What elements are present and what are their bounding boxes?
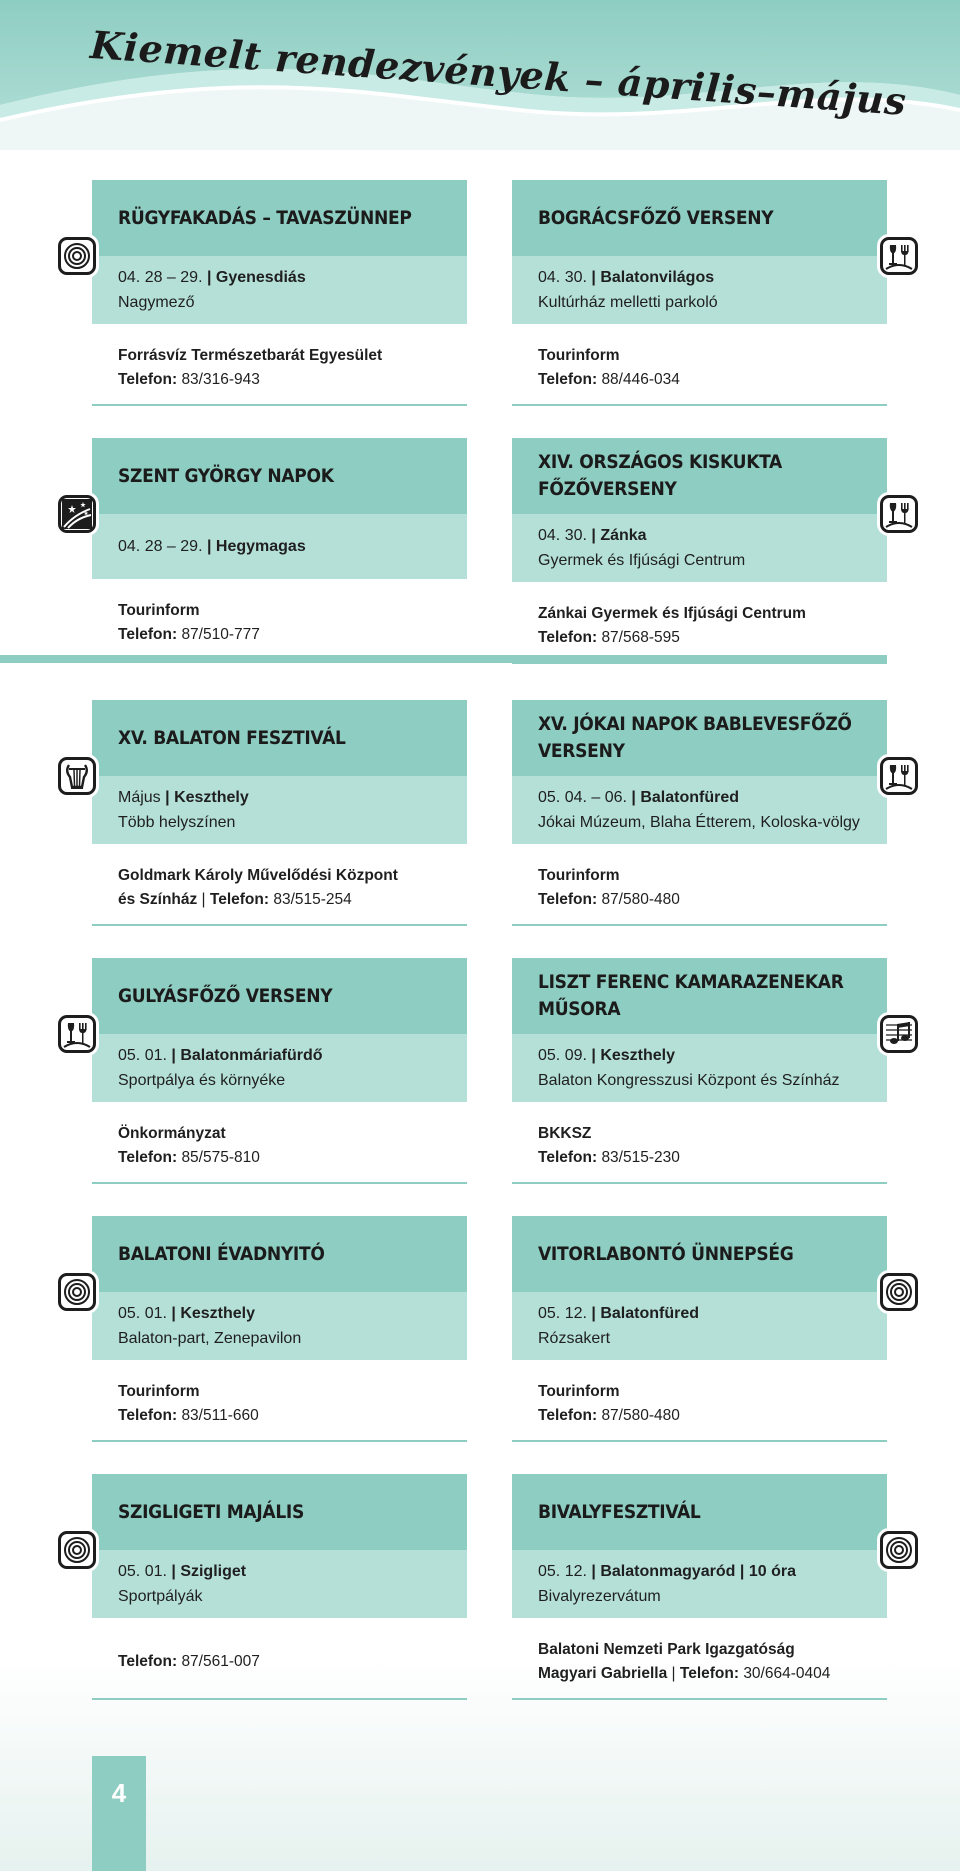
event-date: 04. 30. xyxy=(538,269,587,286)
event-date: 04. 28 – 29. xyxy=(118,538,203,555)
event-organizer: Önkormányzat xyxy=(118,1125,226,1142)
event-title: LISZT FERENC KAMARAZENEKAR MŰSORA xyxy=(538,971,844,1020)
event-date-place: 04. 28 – 29. | Hegymagas xyxy=(118,538,306,555)
event-phone: 30/664-0404 xyxy=(743,1665,831,1682)
phone-label: Telefon: xyxy=(118,1149,178,1166)
event-header xyxy=(92,958,467,1034)
event-details xyxy=(512,1292,887,1360)
event-place: Keszthely xyxy=(180,1305,256,1322)
event-date: Május xyxy=(118,789,161,806)
event-date: 05. 12. xyxy=(538,1563,587,1580)
phone-label: Telefon: xyxy=(679,1665,739,1682)
event-card xyxy=(512,700,887,926)
event-date-place: 05. 01. | Balatonmáriafürdő xyxy=(118,1047,323,1064)
event-phone: 85/575-810 xyxy=(181,1149,260,1166)
event-details xyxy=(92,1292,467,1360)
event-place: Balatonfüred xyxy=(600,1305,699,1322)
phone-label: Telefon: xyxy=(538,891,598,908)
event-date: 05. 04. – 06. xyxy=(538,789,627,806)
event-date: 05. 01. xyxy=(118,1563,167,1580)
event-contact xyxy=(512,582,887,664)
page-number: 4 xyxy=(92,1756,146,1871)
phone-label: Telefon: xyxy=(538,1407,598,1424)
event-organizer: Tourinform xyxy=(538,867,620,884)
event-organizer: Tourinform xyxy=(538,347,620,364)
event-phone: 88/446-034 xyxy=(601,371,680,388)
event-details xyxy=(92,514,467,579)
phone-label: Telefon: xyxy=(538,1149,598,1166)
event-date-place: 05. 01. | Keszthely xyxy=(118,1305,256,1322)
event-date-place: 05. 12. | Balatonmagyaród | 10 óra xyxy=(538,1563,796,1580)
event-card xyxy=(92,1216,467,1442)
rings-icon xyxy=(880,1273,918,1311)
event-phone: 83/511-660 xyxy=(181,1407,259,1424)
event-phone: 83/515-254 xyxy=(273,891,352,908)
event-place: Hegymagas xyxy=(215,538,306,555)
event-title: GULYÁSFŐZŐ VERSENY xyxy=(118,984,333,1007)
event-header xyxy=(512,700,887,776)
page-title: Kiemelt rendezvények – április–május xyxy=(88,22,908,124)
event-phone: 87/568-595 xyxy=(601,629,680,646)
event-date-place: 05. 01. | Szigliget xyxy=(118,1563,247,1580)
page-header xyxy=(0,0,960,150)
phone-label: Telefon: xyxy=(538,629,598,646)
event-details xyxy=(92,256,467,324)
event-organizer: Tourinform xyxy=(538,1383,620,1400)
event-time: 10 óra xyxy=(748,1563,796,1580)
event-venue: Jókai Múzeum, Blaha Étterem, Koloska-völgy xyxy=(538,814,860,831)
event-venue: Gyermek és Ifjúsági Centrum xyxy=(538,552,746,569)
event-phone: 87/510-777 xyxy=(181,626,260,643)
event-contact xyxy=(512,1102,887,1184)
event-header xyxy=(92,180,467,256)
event-venue: Balaton-part, Zenepavilon xyxy=(118,1330,302,1347)
event-organizer: Goldmark Károly Művelődési Központ xyxy=(118,867,398,884)
event-date-place: 05. 12. | Balatonfüred xyxy=(538,1305,699,1322)
event-contact xyxy=(512,324,887,406)
music-note-icon xyxy=(880,1015,918,1053)
event-header xyxy=(512,180,887,256)
event-date: 05. 01. xyxy=(118,1305,167,1322)
event-details xyxy=(512,514,887,582)
event-title: RÜGYFAKADÁS – TAVASZÜNNEP xyxy=(118,206,412,229)
event-place: Keszthely xyxy=(174,789,249,806)
event-place: Gyenesdiás xyxy=(215,269,306,286)
event-header xyxy=(92,700,467,776)
lyre-icon xyxy=(58,757,96,795)
event-details xyxy=(512,1034,887,1102)
event-date-place: 04. 30. | Zánka xyxy=(538,527,647,544)
event-place: Szigliget xyxy=(180,1563,247,1580)
event-details xyxy=(92,1550,467,1618)
rings-icon xyxy=(58,1273,96,1311)
event-header xyxy=(92,438,467,514)
rings-icon xyxy=(58,237,96,275)
event-title: XIV. ORSZÁGOS KISKUKTA FŐZŐVERSENY xyxy=(538,451,782,500)
event-contact: Goldmark Károly Művelődési Központ és Színház | Telefon: 83/515-254 xyxy=(92,844,467,926)
event-venue: Balaton Kongresszusi Központ és Színház xyxy=(538,1072,840,1089)
event-card xyxy=(512,180,887,406)
event-phone: 83/515-230 xyxy=(601,1149,680,1166)
event-venue: Sportpályák xyxy=(118,1588,203,1605)
event-date: 04. 30. xyxy=(538,527,587,544)
fireworks-icon xyxy=(58,495,96,533)
event-contact xyxy=(92,579,467,661)
dining-icon xyxy=(880,237,918,275)
event-title: BALATONI ÉVADNYITÓ xyxy=(118,1242,325,1265)
event-header xyxy=(92,1216,467,1292)
event-organizer: BKKSZ xyxy=(538,1125,592,1142)
phone-label: Telefon: xyxy=(209,891,270,908)
event-phone: 87/580-480 xyxy=(601,1407,680,1424)
event-place: Balatonmagyaród xyxy=(600,1563,736,1580)
event-details xyxy=(512,776,887,844)
event-organizer: Zánkai Gyermek és Ifjúsági Centrum xyxy=(538,605,806,622)
event-organizer-2: Magyari Gabriella xyxy=(538,1665,668,1682)
event-date-place: 05. 09. | Keszthely xyxy=(538,1047,676,1064)
event-details xyxy=(92,1034,467,1102)
event-details xyxy=(512,256,887,324)
event-date: 05. 09. xyxy=(538,1047,587,1064)
event-date-place: Május | Keszthely xyxy=(118,789,249,806)
event-details xyxy=(512,1550,887,1618)
event-organizer: Tourinform xyxy=(118,1383,200,1400)
event-contact xyxy=(92,1618,467,1700)
event-place: Balatonfüred xyxy=(640,789,740,806)
event-header xyxy=(512,1216,887,1292)
dining-icon xyxy=(880,495,918,533)
event-date: 04. 28 – 29. xyxy=(118,269,203,286)
event-phone: 87/561-007 xyxy=(181,1653,260,1670)
event-phone: 87/580-480 xyxy=(601,891,680,908)
event-venue: Nagymező xyxy=(118,294,195,311)
phone-label: Telefon: xyxy=(118,371,178,388)
event-organizer: Tourinform xyxy=(118,602,200,619)
event-title: XV. BALATON FESZTIVÁL xyxy=(118,726,346,749)
event-title: SZIGLIGETI MAJÁLIS xyxy=(118,1500,304,1523)
event-card xyxy=(92,700,467,926)
event-date-place: 04. 28 – 29. | Gyenesdiás xyxy=(118,269,306,286)
event-card xyxy=(92,1474,467,1700)
dining-icon xyxy=(58,1015,96,1053)
event-date: 05. 12. xyxy=(538,1305,587,1322)
event-phone: 83/316-943 xyxy=(181,371,260,388)
event-organizer-2: és Színház xyxy=(118,891,198,908)
event-title: XV. JÓKAI NAPOK BABLEVESFŐZŐ VERSENY xyxy=(538,713,852,762)
event-title: SZENT GYÖRGY NAPOK xyxy=(118,464,334,487)
event-card xyxy=(92,958,467,1184)
event-contact xyxy=(92,1102,467,1184)
event-date-place: 05. 04. – 06. | Balatonfüred xyxy=(538,789,740,806)
event-title: BIVALYFESZTIVÁL xyxy=(538,1500,701,1523)
event-card xyxy=(92,180,467,406)
event-venue: Sportpálya és környéke xyxy=(118,1072,286,1089)
event-contact xyxy=(512,1360,887,1442)
event-place: Keszthely xyxy=(600,1047,676,1064)
event-contact xyxy=(92,1360,467,1442)
event-title: BOGRÁCSFŐZŐ VERSENY xyxy=(538,206,774,229)
phone-label: Telefon: xyxy=(538,371,598,388)
event-card xyxy=(92,438,467,661)
event-place: Balatonvilágos xyxy=(600,269,715,286)
event-details xyxy=(92,776,467,844)
phone-label: Telefon: xyxy=(118,1407,178,1424)
event-contact xyxy=(512,844,887,926)
event-place: Balatonmáriafürdő xyxy=(180,1047,323,1064)
dining-icon xyxy=(880,757,918,795)
event-card xyxy=(512,438,887,664)
event-card xyxy=(512,958,887,1184)
event-date-place: 04. 30. | Balatonvilágos xyxy=(538,269,715,286)
event-header xyxy=(512,438,887,514)
phone-label: Telefon: xyxy=(118,626,178,643)
event-venue: Bivalyrezervátum xyxy=(538,1588,661,1605)
rings-icon xyxy=(880,1531,918,1569)
event-venue: Több helyszínen xyxy=(118,814,236,831)
event-contact xyxy=(92,324,467,406)
event-venue: Rózsakert xyxy=(538,1330,611,1347)
event-contact: Balatoni Nemzeti Park Igazgatóság Magyari Gabriella | Telefon: 30/664-0404 xyxy=(512,1618,887,1700)
event-card xyxy=(512,1474,887,1700)
event-organizer: Balatoni Nemzeti Park Igazgatóság xyxy=(538,1641,795,1658)
event-header xyxy=(512,1474,887,1550)
phone-label: Telefon: xyxy=(118,1653,178,1670)
rings-icon xyxy=(58,1531,96,1569)
event-date: 05. 01. xyxy=(118,1047,167,1064)
event-place: Zánka xyxy=(600,527,647,544)
event-venue: Kultúrház melletti parkoló xyxy=(538,294,718,311)
event-header xyxy=(512,958,887,1034)
event-title: VITORLABONTÓ ÜNNEPSÉG xyxy=(538,1242,794,1265)
event-organizer: Forrásvíz Természetbarát Egyesület xyxy=(118,347,383,364)
event-header xyxy=(92,1474,467,1550)
event-card xyxy=(512,1216,887,1442)
